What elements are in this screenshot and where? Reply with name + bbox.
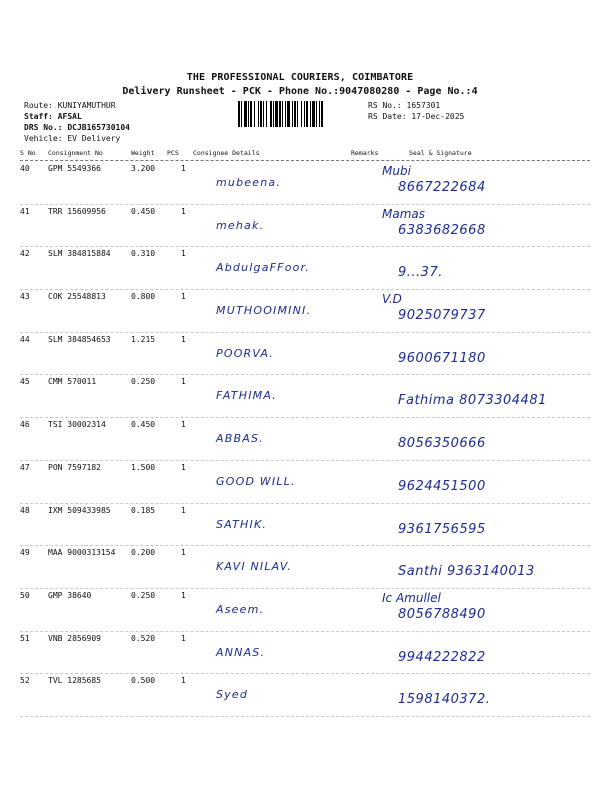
row-phone: 8667222684	[398, 180, 486, 195]
row-sno: 48	[20, 505, 30, 515]
row-signature: Mamas	[382, 206, 426, 221]
row-sno: 49	[20, 548, 30, 558]
row-pcs: 1	[181, 676, 186, 686]
barcode-image	[238, 101, 366, 127]
row-sno: 41	[20, 206, 30, 216]
rs-number: RS No.: 1657301	[368, 101, 441, 110]
row-consignment: VNB 2856909	[48, 633, 101, 643]
row-consignment: GMP 38640	[48, 590, 92, 600]
row-consignee-name: FATHIMA.	[216, 389, 277, 403]
row-consignee-name: AbdulgaFFoor.	[216, 261, 310, 275]
row-pcs: 1	[181, 249, 186, 259]
row-sno: 52	[20, 676, 30, 686]
row-signature: Ic Amullel	[382, 590, 441, 605]
table-row	[20, 247, 590, 290]
row-sno: 43	[20, 292, 30, 302]
row-pcs: 1	[181, 548, 186, 558]
col-consignment: Consignment No	[48, 149, 103, 157]
row-phone: 9...37.	[398, 265, 443, 281]
row-sno: 50	[20, 590, 30, 600]
row-weight: 0.185	[131, 505, 156, 515]
row-consignment: SLM 384815884	[48, 249, 111, 259]
row-consignee-name: Aseem.	[216, 602, 265, 616]
table-row	[20, 632, 590, 675]
row-consignee-name: mubeena.	[216, 176, 282, 189]
row-consignee-name: SATHIK.	[216, 517, 268, 531]
drs-text: DRS No.: DCJB165730104	[24, 123, 130, 132]
row-consignment: TVL 1285685	[48, 676, 101, 686]
row-phone: 8056788490	[398, 606, 486, 622]
col-sno: S No	[20, 149, 36, 157]
row-consignee-name: GOOD WILL.	[216, 474, 296, 488]
runsheet-subtitle: Delivery Runsheet - PCK - Phone No.:9047080280 - Page No.:4	[122, 86, 478, 97]
table-row	[20, 205, 590, 248]
row-pcs: 1	[181, 334, 186, 344]
table-row	[20, 504, 590, 547]
row-consignee-name: KAVI NILAV.	[216, 560, 292, 574]
row-consignment: GPM 5549366	[48, 164, 101, 173]
company-title: THE PROFESSIONAL COURIERS, COIMBATORE	[186, 72, 414, 83]
row-consignment: SLM 384854653	[48, 334, 111, 344]
row-sno: 46	[20, 420, 30, 430]
row-consignment: TSI 30002314	[48, 420, 106, 430]
row-consignee-name: POORVA.	[216, 346, 274, 360]
row-pcs: 1	[181, 377, 186, 387]
row-weight: 3.200	[131, 164, 156, 173]
row-consignment: IXM 509433985	[48, 505, 111, 515]
row-weight: 1.500	[131, 462, 156, 472]
row-phone: 6383682668	[398, 222, 486, 238]
row-weight: 0.500	[131, 676, 156, 686]
row-weight: 0.250	[131, 590, 156, 600]
row-weight: 0.450	[131, 206, 156, 216]
col-remarks: Remarks	[351, 149, 379, 157]
table-row	[20, 333, 590, 376]
row-phone: 9361756595	[398, 521, 486, 537]
row-pcs: 1	[181, 505, 186, 515]
row-signature: Mubi	[382, 164, 411, 178]
vehicle-text: Vehicle: EV Delivery	[24, 134, 121, 143]
route-text: Route: KUNIYAMUTHUR	[24, 101, 116, 110]
row-sno: 51	[20, 633, 30, 643]
table-row	[20, 418, 590, 461]
row-weight: 0.200	[131, 548, 156, 558]
row-phone: 8056350666	[398, 436, 486, 452]
col-consignee: Consignee Details	[193, 149, 260, 157]
row-phone: Santhi 9363140013	[398, 564, 535, 580]
table-row	[20, 461, 590, 504]
row-consignee-name: Syed	[216, 688, 249, 702]
table-row	[20, 290, 590, 333]
row-consignee-name: ABBAS.	[216, 432, 264, 446]
col-pcs: PCS	[167, 149, 179, 157]
row-pcs: 1	[181, 292, 186, 302]
table-row	[20, 162, 590, 205]
row-weight: 0.520	[131, 633, 156, 643]
row-pcs: 1	[181, 633, 186, 643]
row-consignment: COK 25548813	[48, 292, 106, 302]
row-pcs: 1	[181, 462, 186, 472]
row-weight: 1.215	[131, 334, 156, 344]
row-consignment: MAA 9000313154	[48, 548, 116, 558]
staff-text: Staff: AFSAL	[24, 112, 82, 121]
row-consignment: PON 7597182	[48, 462, 101, 472]
row-phone: Fathima 8073304481	[398, 393, 547, 409]
row-sno: 44	[20, 334, 30, 344]
table-row	[20, 375, 590, 418]
row-pcs: 1	[181, 420, 186, 430]
header-right-info	[368, 100, 464, 122]
row-signature: V.D	[382, 292, 402, 307]
row-weight: 0.310	[131, 249, 156, 259]
col-seal: Seal & Signature	[409, 149, 472, 157]
table-row	[20, 589, 590, 632]
row-pcs: 1	[181, 206, 186, 216]
row-weight: 0.250	[131, 377, 156, 387]
row-consignment: TRR 15609956	[48, 206, 106, 216]
header-left-info	[24, 100, 130, 144]
col-weight: Weight	[131, 149, 155, 157]
row-sno: 40	[20, 164, 30, 173]
row-pcs: 1	[181, 590, 186, 600]
header-divider	[20, 160, 590, 161]
table-row	[20, 674, 590, 717]
row-weight: 0.800	[131, 292, 156, 302]
row-phone: 9944222822	[398, 649, 486, 665]
row-sno: 47	[20, 462, 30, 472]
row-sno: 45	[20, 377, 30, 387]
rs-date: RS Date: 17-Dec-2025	[368, 112, 465, 121]
row-pcs: 1	[181, 164, 186, 173]
row-consignee-name: mehak.	[216, 218, 265, 232]
row-phone: 9600671180	[398, 350, 486, 366]
row-consignee-name: ANNAS.	[216, 645, 266, 659]
row-phone: 1598140372.	[398, 692, 491, 708]
row-consignment: CMM 570011	[48, 377, 97, 387]
table-row	[20, 546, 590, 589]
row-consignee-name: MUTHOOIMINI.	[216, 304, 312, 318]
row-sno: 42	[20, 249, 30, 259]
delivery-rows	[20, 162, 590, 717]
row-phone: 9025079737	[398, 308, 486, 324]
row-phone: 9624451500	[398, 478, 486, 494]
table-header	[20, 149, 590, 161]
row-weight: 0.450	[131, 420, 156, 430]
